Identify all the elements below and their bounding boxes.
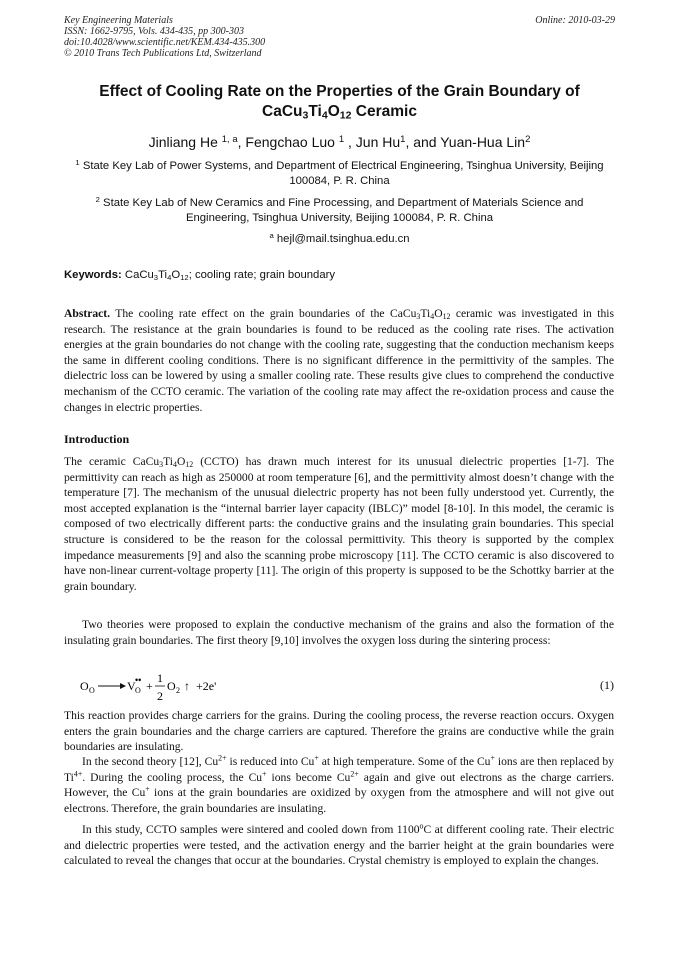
author-name: , Fengchao Luo [237, 134, 339, 150]
paragraph-text: Ti [163, 455, 173, 468]
corresponding-email [64, 232, 615, 247]
author-affiliation-mark: 2 [525, 133, 531, 145]
keywords-text: Ti [158, 269, 168, 281]
author-affiliation-mark: 1 [400, 133, 406, 145]
paragraph-text: The ceramic CaCu [64, 455, 160, 468]
paragraph-text: O [176, 455, 186, 468]
keywords-subscript: 4 [167, 272, 172, 282]
paragraph-superscript: + [262, 769, 267, 779]
paragraph-text: is reduced into Cu [226, 755, 315, 768]
author-affiliation-mark: 1, a [221, 133, 238, 145]
abstract-subscript: 4 [430, 311, 435, 321]
eq-vacancy-charge: •• [135, 675, 142, 685]
eq-frac-num: 1 [157, 671, 163, 685]
eq-vacancy-sub: O [135, 686, 141, 695]
online-date: Online: 2010-03-29 [535, 15, 615, 26]
eq-vacancy: V [127, 679, 136, 693]
paragraph-text: . During the cooling process, the Cu [82, 770, 263, 784]
affiliation-number: 2 [95, 194, 100, 204]
keywords-text: ; cooling rate; grain boundary [188, 269, 336, 281]
title-formula-part: CaCu [262, 103, 303, 120]
affiliation-text: State Key Lab of Power Systems, and Department of Electrical Engineering, Tsinghua University, Beijing 100084, P. R. China [79, 160, 604, 187]
introduction-heading: Introduction [64, 432, 130, 446]
email-mark: a [269, 230, 274, 240]
paragraph-text: In this study, CCTO samples were sintered and cooled down from 1100 [82, 823, 420, 836]
author-name: , Jun Hu [344, 134, 401, 150]
eq-plus: + [146, 679, 153, 693]
paragraph-subscript: 3 [159, 459, 164, 469]
intro-paragraph-1 [64, 454, 614, 594]
paragraph-subscript: 12 [185, 459, 194, 469]
affiliation-1 [64, 159, 615, 189]
title-formula-part: Ti [308, 103, 322, 120]
paragraph-superscript: + [145, 784, 150, 794]
eq-o2: O [167, 679, 176, 693]
paragraph-superscript: 4+ [73, 769, 83, 779]
paragraph-superscript: 2+ [218, 753, 227, 763]
abstract-text: O [434, 307, 443, 320]
paragraph-text: C at different cooling rate. Their electric and dielectric properties were tested, and the activation energy and the barrier height at the grain boundaries were calculated to reveal the changes that occur at the boundaries. Crystal chemistry is employed to explain the changes. [64, 823, 614, 868]
eq-frac-den: 2 [157, 689, 163, 703]
title-subscript: 3 [302, 109, 309, 122]
journal-name: Key Engineering Materials [64, 15, 173, 26]
equation-1-formula [80, 669, 280, 707]
intro-paragraph-3: This reaction provides charge carriers for the grains. During the cooling process, the reverse reaction occurs. Oxygen enters the grain boundaries and the charge carriers are captured. Therefore the grains are conductive while the grain boundaries are insulating. [64, 709, 614, 754]
paragraph-superscript: + [490, 753, 495, 763]
affiliation-number: 1 [75, 157, 80, 167]
title-formula-part: O [327, 103, 340, 120]
email-address[interactable]: hejl@mail.tsinghua.edu.cn [273, 233, 410, 245]
journal-issn: ISSN: 1662-9795, Vols. 434-435, pp 300-303 [64, 26, 244, 37]
journal-doi[interactable]: doi:10.4028/www.scientific.net/KEM.434-435.300 [64, 37, 266, 48]
keywords-text: O [171, 269, 181, 281]
keywords-subscript: 12 [180, 272, 189, 282]
author-name: Jinliang He [148, 134, 222, 150]
abstract-label: Abstract. [64, 307, 111, 320]
title-line-1: Effect of Cooling Rate on the Properties of the Grain Boundary of [99, 83, 580, 100]
paragraph-superscript: + [314, 753, 319, 763]
journal-copyright: © 2010 Trans Tech Publications Ltd, Switzerland [64, 48, 262, 59]
paragraph-text: ions at the grain boundaries are oxidized by oxygen from the atmosphere and will not give out electrons. Therefore, the grain boundaries are insulating. [64, 786, 614, 815]
author-list [64, 133, 615, 151]
paragraph-subscript: 4 [173, 459, 177, 469]
paragraph-text: ions become Cu [266, 770, 351, 784]
paragraph-text: In the second theory [12], Cu [82, 755, 219, 768]
title-line-2 [64, 102, 615, 122]
keywords-label: Keywords: [64, 269, 122, 281]
abstract-text: The cooling rate effect on the grain boundaries of the CaCu [110, 307, 417, 320]
journal-header [64, 15, 615, 59]
intro-paragraph-2: Two theories were proposed to explain the conductive mechanism of the grains and also the formation of the insulating grain boundaries. The first theory [9,10] involves the oxygen loss during the sintering process: [64, 618, 614, 647]
paper-title [64, 82, 615, 122]
keywords-text: CaCu [121, 269, 154, 281]
equation-1 [80, 669, 614, 707]
abstract-text: ceramic was investigated in this research. The resistance at the grain boundaries is found to be reduced as the cooling rate rises. The activation energies at the grain boundaries do not change with the cooling rate, suggesting that the conduction mechanism keeps the same in different cooling conditions. There is no significant difference in the permittivity of the samples. The dielectric loss can be lowered by using a smaller cooling rate. These results give clues to comprehend the conductive mechanism of the CCTO ceramic. The variation of the cooling rate may affect the re-oxidation process and cause the changes in electric properties. [64, 307, 615, 414]
title-subscript: 12 [339, 109, 352, 122]
eq-up-arrow: ↑ [184, 679, 190, 693]
eq-oxygen-sub: O [89, 686, 95, 695]
paragraph-text: again and give out electrons as the charge carriers. However, the Cu [64, 770, 615, 800]
affiliation-2 [64, 196, 615, 226]
eq-electrons: +2e' [196, 679, 217, 693]
author-affiliation-mark: 1 [338, 133, 345, 145]
keywords [64, 268, 615, 282]
abstract [64, 306, 614, 415]
paragraph-text: at high temperature. Some of the Cu [318, 755, 491, 768]
title-subscript: 4 [321, 109, 328, 122]
intro-paragraph-5 [64, 822, 614, 869]
author-name: , and Yuan-Hua Lin [405, 134, 526, 150]
eq-oxygen: O [80, 679, 89, 693]
affiliation-text: State Key Lab of New Ceramics and Fine Processing, and Department of Materials Science and Engineering, Tsinghua University, Beijing 100084, P. R. China [99, 197, 584, 224]
paragraph-text: ions are then replaced by Ti [64, 755, 614, 784]
abstract-subscript: 12 [442, 311, 451, 321]
intro-paragraph-4 [64, 754, 614, 816]
paragraph-text: (CCTO) has drawn much interest for its unusual dielectric properties [1-7]. The permittivity can reach as high as 250000 at room temperature [6], and the permittivity almost doesn’t change with the temperature [7]. The mechanism of the unusual dielectric property has not been fully understood yet. Currently, the most accepted explanation is the “internal barrier layer capacity (IBLC)” model [8-10]. In this model, the ceramic is composed of two electrically different parts: the conductive grains and the insulating grain boundaries. This special structure is considered to be the reason for the colossal permittivity. This theory is supported by the complex impedance measurements [9] and also the scanning probe microscopy [11]. The CCTO ceramic is also discovered to have non-linear current-voltage property [11]. The origin of this property is supposed to be the Schottky barrier at the grain boundary. [64, 455, 615, 593]
abstract-text: Ti [420, 307, 431, 320]
eq-o2-sub: 2 [176, 686, 180, 695]
paragraph-superscript: 2+ [350, 769, 359, 779]
degree-superscript: o [419, 821, 424, 831]
abstract-subscript: 3 [416, 311, 421, 321]
title-formula-part: Ceramic [351, 103, 417, 120]
eq-arrow-head [120, 683, 126, 689]
keywords-subscript: 3 [153, 272, 159, 282]
equation-number: (1) [600, 678, 614, 692]
